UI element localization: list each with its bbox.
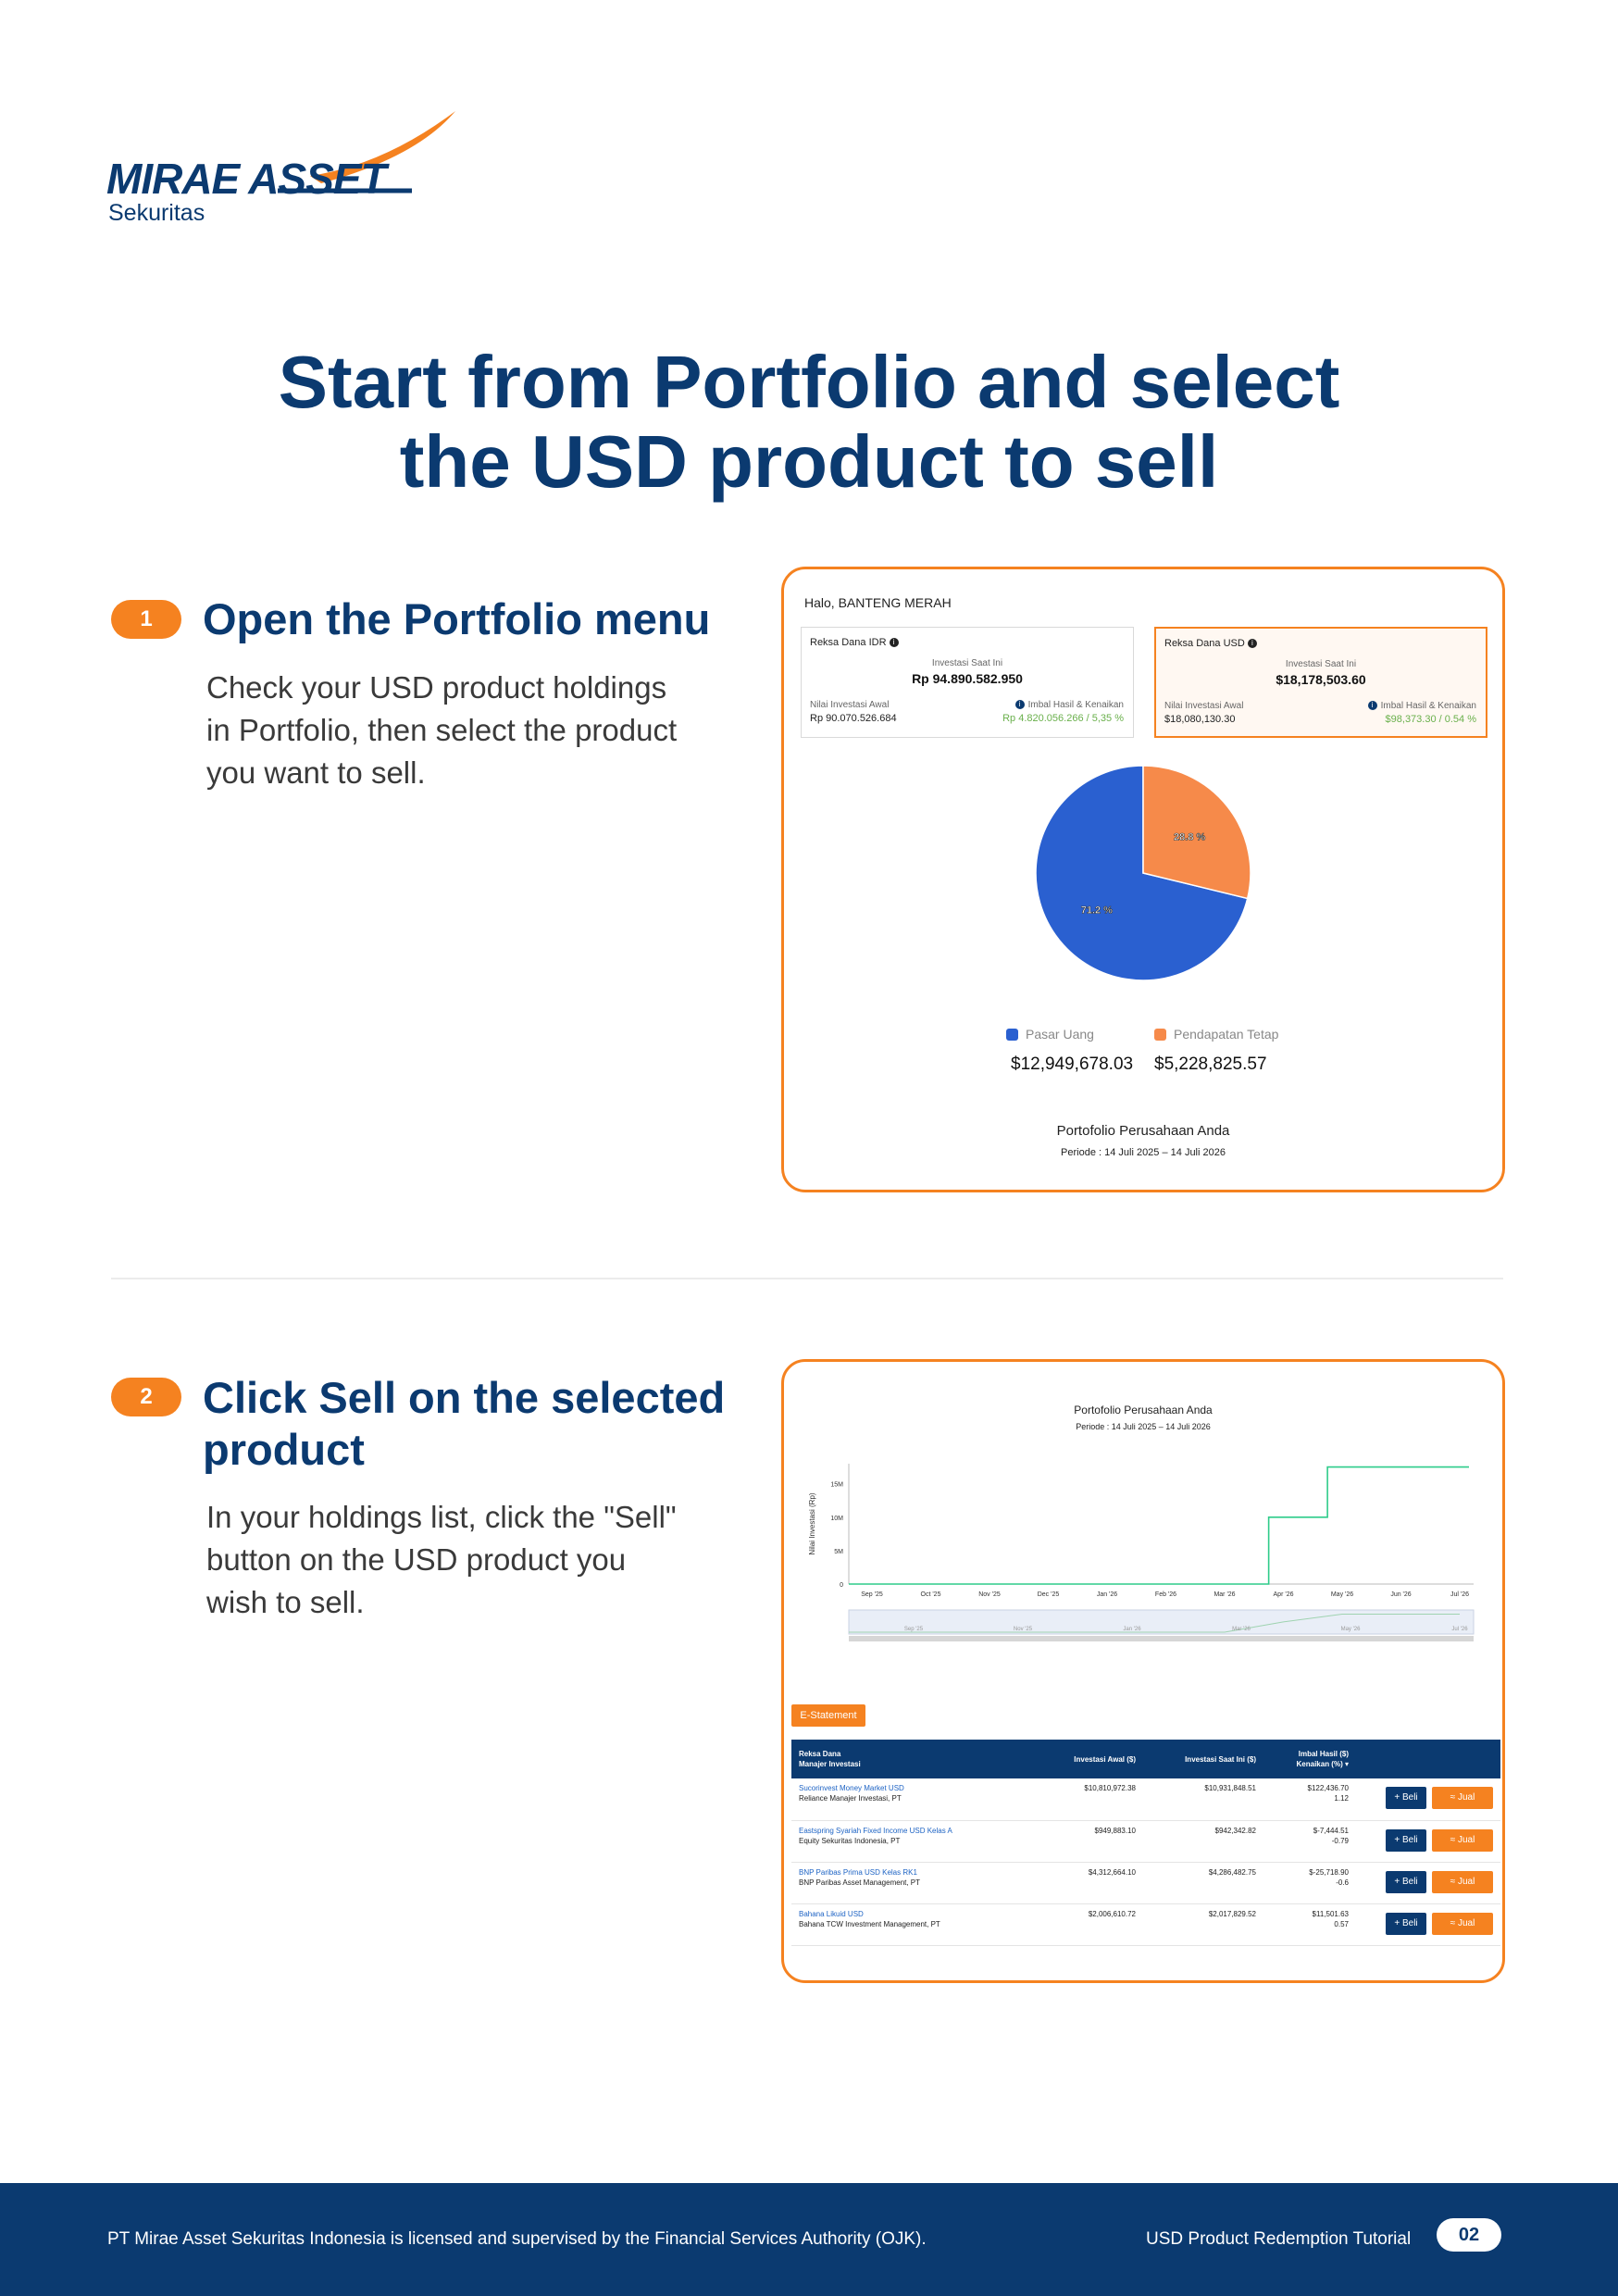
page-footer bbox=[0, 2183, 1618, 2296]
gain-cell bbox=[1263, 1903, 1356, 1945]
buy-button[interactable]: + Beli bbox=[1386, 1787, 1426, 1809]
step-2-title bbox=[203, 1372, 725, 1476]
legend-total-pendapatan-tetap: $5,228,825.57 bbox=[1154, 1054, 1267, 1074]
info-icon: i bbox=[1368, 701, 1377, 710]
fund-name-link[interactable]: Bahana Likuid USD bbox=[799, 1909, 864, 1918]
logo-subtitle: Sekuritas bbox=[108, 200, 205, 226]
step-1-title: Open the Portfolio menu bbox=[203, 594, 711, 643]
fund-name-link[interactable]: BNP Paribas Prima USD Kelas RK1 bbox=[799, 1867, 917, 1877]
x-tick-label: Feb '26 bbox=[1154, 1591, 1177, 1598]
holdings-screenshot bbox=[781, 1359, 1505, 1983]
y-tick-label: 5M bbox=[834, 1548, 843, 1555]
gain-percent: -0.79 bbox=[1331, 1836, 1349, 1845]
y-axis-label: Nilai Investasi (Rp) bbox=[808, 1492, 816, 1555]
allocation-pie-chart bbox=[1032, 762, 1254, 984]
fund-cell bbox=[791, 1778, 1051, 1820]
current-investment-label: Investasi Saat Ini bbox=[931, 658, 1003, 668]
fund-manager: BNP Paribas Asset Management, PT bbox=[799, 1878, 921, 1887]
header-actions bbox=[1356, 1740, 1500, 1778]
gain-label: i Imbal Hasil & Kenaikan bbox=[1015, 700, 1124, 710]
initial-cell: $10,810,972.38 bbox=[1051, 1778, 1143, 1820]
gain-value: Rp 4.820.056.266 / 5,35 % bbox=[1002, 713, 1124, 724]
page-title bbox=[0, 343, 1618, 502]
gain-cell bbox=[1263, 1778, 1356, 1820]
initial-investment-value: Rp 90.070.526.684 bbox=[810, 713, 897, 724]
buy-button[interactable]: + Beli bbox=[1386, 1829, 1426, 1852]
initial-cell: $4,312,664.10 bbox=[1051, 1862, 1143, 1903]
fund-card-name: Reksa Dana USD i bbox=[1164, 638, 1257, 649]
step-1-desc-line: you want to sell. bbox=[206, 755, 426, 790]
actions-cell bbox=[1356, 1778, 1500, 1820]
current-investment-label: Investasi Saat Ini bbox=[1285, 659, 1357, 669]
step-2-desc-line: In your holdings list, click the "Sell" bbox=[206, 1500, 677, 1534]
y-tick-label: 15M bbox=[830, 1481, 843, 1489]
fund-cell bbox=[791, 1862, 1051, 1903]
fund-manager: Reliance Manajer Investasi, PT bbox=[799, 1794, 902, 1803]
sell-button[interactable]: ≈ Jual bbox=[1432, 1829, 1493, 1852]
chart-period: Periode : 14 Juli 2025 – 14 Juli 2026 bbox=[1076, 1422, 1211, 1431]
step-1-desc-line: in Portfolio, then select the product bbox=[206, 713, 678, 747]
legend-swatch bbox=[1006, 1029, 1018, 1041]
initial-cell: $949,883.10 bbox=[1051, 1820, 1143, 1862]
x-tick-label: Jun '26 bbox=[1390, 1591, 1412, 1598]
gain-amount: $-7,444.51 bbox=[1313, 1826, 1349, 1835]
x-tick-label: May '26 bbox=[1330, 1591, 1354, 1598]
table-header-row bbox=[791, 1740, 1500, 1778]
gain-percent: -0.6 bbox=[1336, 1878, 1349, 1887]
step-2-badge: 2 bbox=[111, 1378, 181, 1416]
actions-cell bbox=[1356, 1903, 1500, 1945]
gain-percent: 1.12 bbox=[1334, 1794, 1349, 1803]
pie-slice-label: 71.2 % bbox=[1080, 905, 1113, 917]
actions-cell bbox=[1356, 1820, 1500, 1862]
navigator-tick-label: Jul '26 bbox=[1451, 1627, 1468, 1632]
gain-percent: 0.57 bbox=[1334, 1919, 1349, 1928]
current-cell: $2,017,829.52 bbox=[1143, 1903, 1263, 1945]
sell-button[interactable]: ≈ Jual bbox=[1432, 1871, 1493, 1893]
brand-logo bbox=[106, 109, 458, 230]
page-title-line-2: the USD product to sell bbox=[399, 420, 1219, 503]
fund-name-link[interactable]: Sucorinvest Money Market USD bbox=[799, 1784, 904, 1792]
logo-wordmark: MIRAE ASSET bbox=[106, 155, 386, 203]
portfolio-footer-title: Portofolio Perusahaan Anda bbox=[1056, 1123, 1230, 1139]
x-tick-label: Nov '25 bbox=[978, 1591, 1001, 1598]
initial-cell: $2,006,610.72 bbox=[1051, 1903, 1143, 1945]
table-row bbox=[791, 1903, 1500, 1945]
y-tick-label: 0 bbox=[840, 1582, 843, 1589]
sell-button[interactable]: ≈ Jual bbox=[1432, 1787, 1493, 1809]
gain-value: $98,373.30 / 0.54 % bbox=[1385, 714, 1476, 725]
header-fund[interactable]: Reksa Dana Manajer Investasi bbox=[791, 1740, 1051, 1778]
step-1-description bbox=[206, 667, 677, 794]
page-title-line-1: Start from Portfolio and select bbox=[278, 341, 1340, 423]
table-row bbox=[791, 1820, 1500, 1862]
portfolio-line-chart bbox=[807, 1454, 1492, 1667]
pie-slice-label: 28.8 % bbox=[1174, 831, 1206, 843]
step-2-desc-line: wish to sell. bbox=[206, 1585, 365, 1619]
e-statement-button[interactable]: E-Statement bbox=[791, 1704, 865, 1727]
gain-amount: $-25,718.90 bbox=[1309, 1867, 1349, 1877]
legend-item-pendapatan-tetap[interactable]: Pendapatan Tetap bbox=[1154, 1027, 1278, 1042]
gain-cell bbox=[1263, 1862, 1356, 1903]
page-number: 02 bbox=[1437, 2218, 1501, 2252]
fund-card-usd[interactable] bbox=[1154, 627, 1487, 738]
buy-button[interactable]: + Beli bbox=[1386, 1871, 1426, 1893]
current-cell: $942,342.82 bbox=[1143, 1820, 1263, 1862]
navigator-tick-label: Mar '26 bbox=[1232, 1627, 1251, 1632]
gain-amount: $122,436.70 bbox=[1307, 1784, 1349, 1792]
x-tick-label: Apr '26 bbox=[1273, 1591, 1294, 1598]
step-2-desc-line: button on the USD product you bbox=[206, 1542, 627, 1577]
section-divider bbox=[111, 1278, 1503, 1279]
legend-total-pasar-uang: $12,949,678.03 bbox=[1011, 1054, 1134, 1074]
initial-investment-label: Nilai Investasi Awal bbox=[810, 700, 890, 710]
navigator-tick-label: May '26 bbox=[1340, 1627, 1361, 1632]
current-investment-value: $18,178,503.60 bbox=[1276, 672, 1366, 687]
step-2-title-line: Click Sell on the selected bbox=[203, 1373, 726, 1422]
legend-swatch bbox=[1154, 1029, 1166, 1041]
chart-title: Portofolio Perusahaan Anda bbox=[1074, 1404, 1213, 1416]
header-initial[interactable]: Investasi Awal ($) bbox=[1051, 1740, 1143, 1778]
x-tick-label: Mar '26 bbox=[1214, 1591, 1236, 1598]
info-icon: i bbox=[890, 638, 899, 647]
info-icon: i bbox=[1248, 639, 1257, 648]
navigator-tick-label: Sep '25 bbox=[903, 1627, 924, 1632]
legend-item-pasar-uang[interactable]: Pasar Uang bbox=[1006, 1027, 1094, 1042]
series-line bbox=[849, 1467, 1469, 1584]
x-tick-label: Dec '25 bbox=[1037, 1591, 1060, 1598]
current-cell: $10,931,848.51 bbox=[1143, 1778, 1263, 1820]
step-2-title-line: product bbox=[203, 1425, 365, 1474]
step-1-badge: 1 bbox=[111, 600, 181, 639]
info-icon: i bbox=[1015, 700, 1025, 709]
header-gain[interactable]: Imbal Hasil ($) Kenaikan (%) ▾ bbox=[1263, 1740, 1356, 1778]
actions-cell bbox=[1356, 1862, 1500, 1903]
buy-button[interactable]: + Beli bbox=[1386, 1913, 1426, 1935]
regulatory-note: PT Mirae Asset Sekuritas Indonesia is licensed and supervised by the Financial Services Authority (OJK). bbox=[107, 2229, 927, 2249]
portfolio-footer-period: Periode : 14 Juli 2025 – 14 Juli 2026 bbox=[1061, 1147, 1226, 1158]
fund-name-link[interactable]: Eastspring Syariah Fixed Income USD Kelas A bbox=[799, 1826, 952, 1835]
fund-card-name: Reksa Dana IDR i bbox=[810, 637, 899, 648]
initial-investment-label: Nilai Investasi Awal bbox=[1164, 701, 1244, 711]
holdings-table bbox=[791, 1740, 1500, 1946]
y-tick-label: 10M bbox=[830, 1515, 843, 1522]
fund-manager: Equity Sekuritas Indonesia, PT bbox=[799, 1836, 901, 1845]
portfolio-screenshot bbox=[781, 567, 1505, 1192]
x-tick-label: Jul '26 bbox=[1450, 1591, 1470, 1598]
gain-amount: $11,501.63 bbox=[1312, 1909, 1349, 1918]
sell-button[interactable]: ≈ Jual bbox=[1432, 1913, 1493, 1935]
fund-card-idr[interactable] bbox=[801, 627, 1134, 738]
header-current[interactable]: Investasi Saat Ini ($) bbox=[1143, 1740, 1263, 1778]
table-row bbox=[791, 1778, 1500, 1820]
current-cell: $4,286,482.75 bbox=[1143, 1862, 1263, 1903]
step-1-desc-line: Check your USD product holdings bbox=[206, 670, 667, 705]
fund-cell bbox=[791, 1903, 1051, 1945]
initial-investment-value: $18,080,130.30 bbox=[1164, 714, 1236, 725]
navigator-tick-label: Nov '25 bbox=[1013, 1627, 1033, 1632]
range-navigator bbox=[849, 1610, 1474, 1634]
tutorial-name: USD Product Redemption Tutorial bbox=[1146, 2229, 1412, 2249]
greeting: Halo, BANTENG MERAH bbox=[804, 595, 952, 610]
navigator-tick-label: Jan '26 bbox=[1123, 1627, 1141, 1632]
gain-label: i Imbal Hasil & Kenaikan bbox=[1368, 701, 1476, 711]
x-tick-label: Jan '26 bbox=[1096, 1591, 1118, 1598]
navigator-scrollbar bbox=[849, 1636, 1474, 1641]
x-tick-label: Oct '25 bbox=[920, 1591, 941, 1598]
fund-manager: Bahana TCW Investment Management, PT bbox=[799, 1919, 940, 1928]
gain-cell bbox=[1263, 1820, 1356, 1862]
table-row bbox=[791, 1862, 1500, 1903]
fund-cell bbox=[791, 1820, 1051, 1862]
current-investment-value: Rp 94.890.582.950 bbox=[912, 671, 1023, 686]
step-2-description bbox=[206, 1496, 677, 1624]
x-tick-label: Sep '25 bbox=[861, 1591, 883, 1598]
